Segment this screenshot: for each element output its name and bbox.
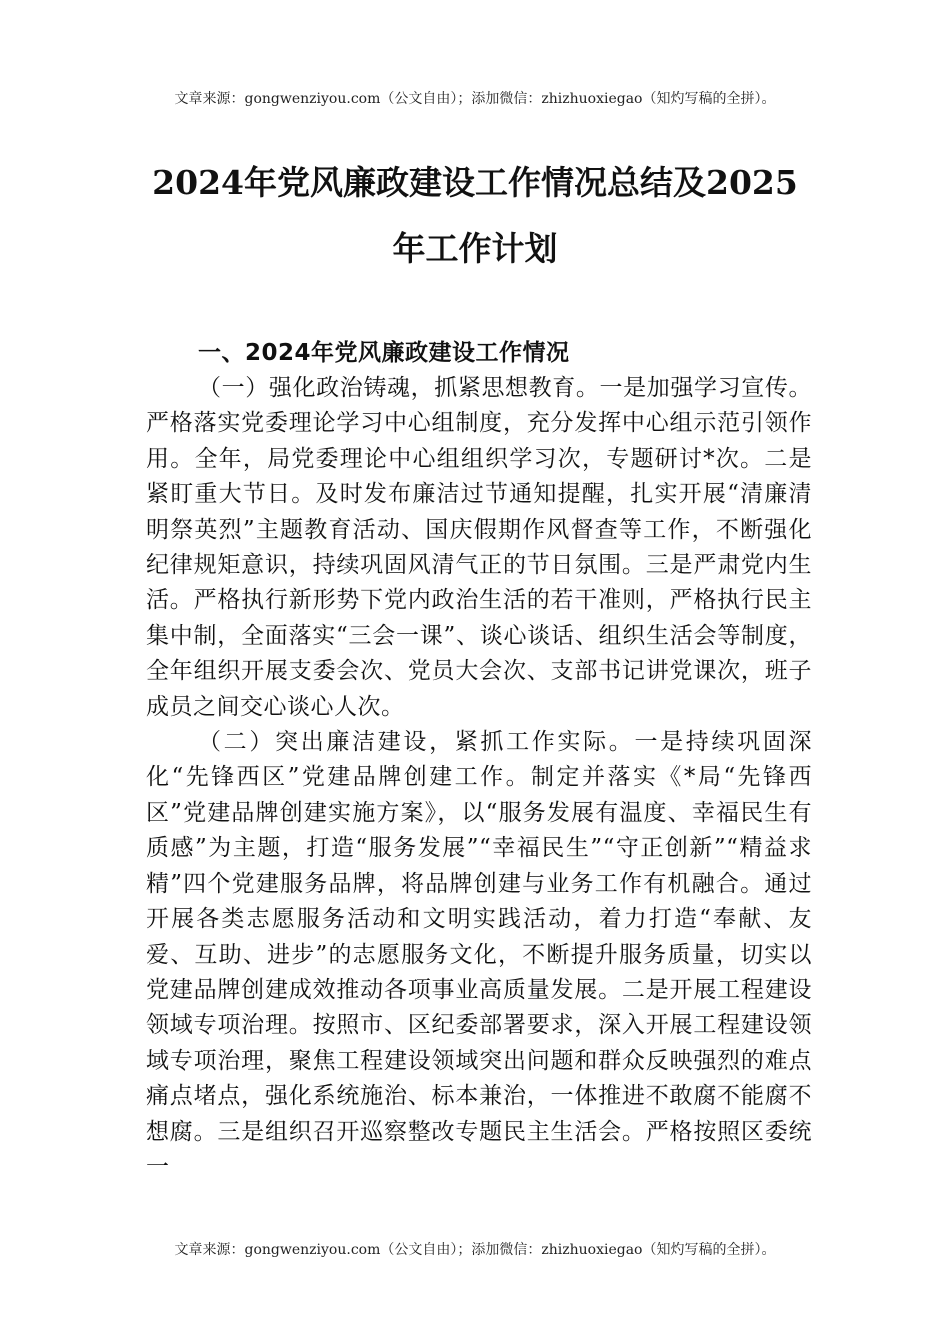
source-note-footer: 文章来源：gongwenziyou.com（公文自由）；添加微信：zhizhuoxiegao（知灼写稿的全拼）。 (174, 1242, 776, 1258)
document-body (146, 335, 812, 1185)
paragraph-political-education: （一）强化政治铸魂，抓紧思想教育。一是加强学习宣传。严格落实党委理论学习中心组制度，充分发挥中心组示范引领作用。全年，局党委理论中心组组织学习次，专题研讨*次。二是紧盯重大节日。及时发布廉洁过节通知提醒，扎实开展“清廉清明祭英烈”主题教育活动、国庆假期作风督查等工作，不断强化纪律规矩意识，持续巩固风清气正的节日氛围。三是严肃党内生活。严格执行新形势下党内政治生活的若干准则，严格执行民主集中制，全面落实“三会一课”、谈心谈话、组织生活会等制度，全年组织开展支委会次、党员大会次、支部书记讲党课次，班子成员之间交心谈心人次。 (146, 375, 812, 720)
section-heading: 一、2024年党风廉政建设工作情况 (198, 340, 570, 366)
source-note-header: 文章来源：gongwenziyou.com（公文自由）；添加微信：zhizhuoxiegao（知灼写稿的全拼）。 (174, 91, 776, 107)
document-title: 2024年党风廉政建设工作情况总结及2025年工作计划 (152, 163, 798, 268)
paragraph-clean-governance: （二）突出廉洁建设，紧抓工作实际。一是持续巩固深化“先锋西区”党建品牌创建工作。制定并落实《*局“先锋西区”党建品牌创建实施方案》，以“服务发展有温度、幸福民生有质感”为主题，打造“服务发展”“幸福民生”“守正创新”“精益求精”四个党建服务品牌，将品牌创建与业务工作有机融合。通过开展各类志愿服务活动和文明实践活动，着力打造“奉献、友爱、互助、进步”的志愿服务文化，不断提升服务质量，切实以党建品牌创建成效推动各项事业高质量发展。二是开展工程建设领域专项治理。按照市、区纪委部署要求，深入开展工程建设领域专项治理，聚焦工程建设领域突出问题和群众反映强烈的难点痛点堵点，强化系统施治、标本兼治，一体推进不敢腐不能腐不想腐。三是组织召开巡察整改专题民主生活会。严格按照区委统一 (146, 729, 812, 1180)
